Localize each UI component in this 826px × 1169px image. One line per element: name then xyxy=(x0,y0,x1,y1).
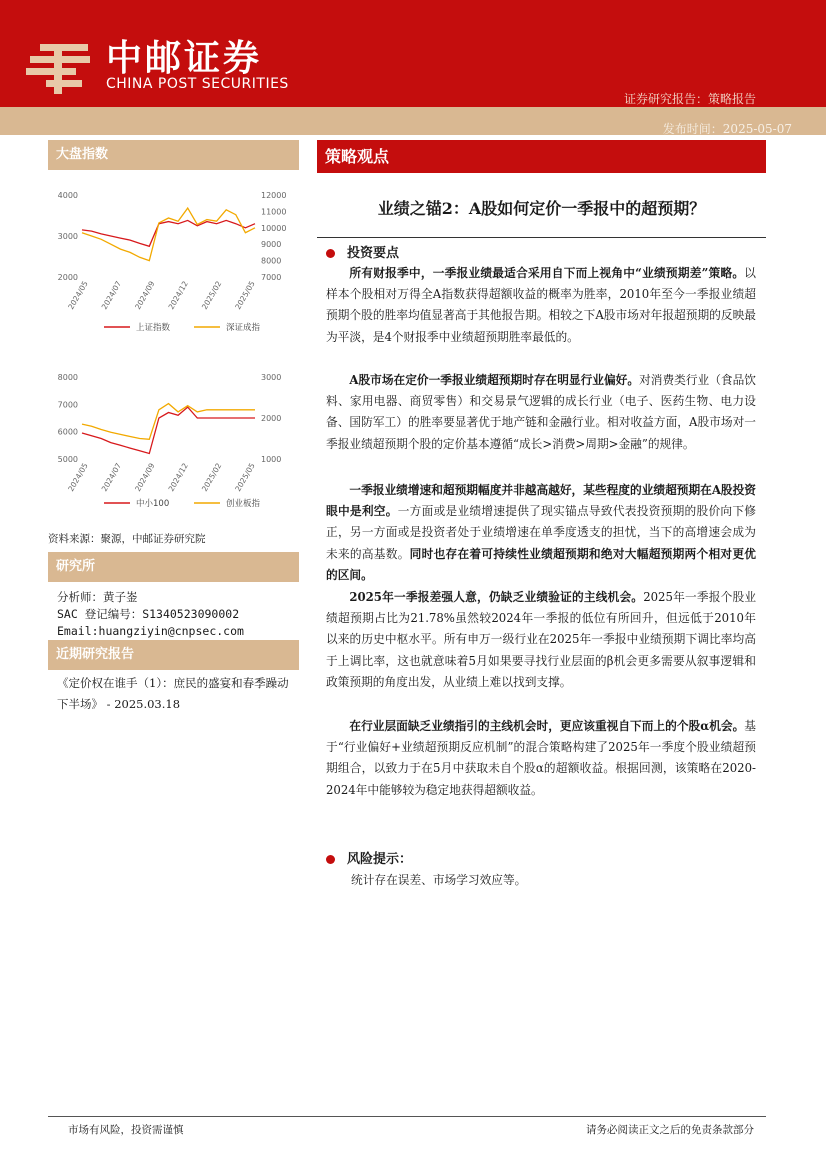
sac-number: SAC 登记编号：S1340523090002 xyxy=(57,607,240,621)
y-left-tick-label: 2000 xyxy=(57,273,78,282)
header-banner xyxy=(0,0,826,107)
x-tick-label: 2025/02 xyxy=(199,461,224,493)
y-right-tick-label: 3000 xyxy=(261,373,282,382)
bullet-icon xyxy=(326,249,335,258)
y-right-tick-label: 7000 xyxy=(261,273,282,282)
x-tick-label: 2025/05 xyxy=(233,461,257,493)
y-left-tick-label: 6000 xyxy=(57,427,78,437)
china-post-logo-icon xyxy=(26,38,96,98)
paragraph-2: A股市场在定价一季报业绩超预期时存在明显行业偏好。对消费类行业（食品饮料、家用电器、商贸零售）和交易景气逻辑的成长行业（电子、医药生物、电力设备、国防军工）的胜率要显著优于地产链和金融行业。相对收益方面，A股市场对一季报业绩超预期个股的定价基本遵循“成长>消费>周期>金融”的规律。 xyxy=(326,373,756,451)
series-line-创业板指 xyxy=(82,404,255,440)
legend-label: 深证成指 xyxy=(226,323,261,333)
paragraph-4: 2025年一季报差强人意，仍缺乏业绩验证的主线机会。2025年一季报个股业绩超预期占比为21.78%虽然较2024年一季报的低位有所回升，但远低于2010年以来的历史中枢水平。所有申万一级行业在2025年一季报中业绩预期下调比率均高于上调比率，这也就意味着5月如果要寻找行业层面的β机会更多需要从叙事逻辑和政策预期的角度出发，从业绩上难以找到支撑。 xyxy=(326,590,757,689)
x-tick-label: 2024/12 xyxy=(166,279,190,311)
index-chart-2 xyxy=(48,362,299,522)
y-right-tick-label: 12000 xyxy=(261,191,287,200)
x-tick-label: 2024/05 xyxy=(66,461,90,493)
legend-label: 中小100 xyxy=(136,499,170,509)
report-type: 证券研究报告：策略报告 xyxy=(623,92,756,106)
strategy-title: 策略观点 xyxy=(325,147,390,166)
series-line-深证成指 xyxy=(82,208,255,261)
risk-heading: 风险提示： xyxy=(326,848,412,867)
institute-header xyxy=(48,552,299,582)
index-section-header xyxy=(48,140,299,170)
legend-label: 创业板指 xyxy=(226,499,261,509)
x-tick-label: 2024/09 xyxy=(133,461,157,493)
x-tick-label: 2025/02 xyxy=(199,279,224,311)
x-tick-label: 2024/05 xyxy=(66,279,90,311)
y-left-tick-label: 5000 xyxy=(57,455,78,464)
analyst-email[interactable]: Email:huangziyin@cnpsec.com xyxy=(57,624,244,638)
recent-report-link[interactable]: 《定价权在谁手（1）：庶民的盛宴和春季躁动下半场》 - 2025.03.18 xyxy=(57,676,289,711)
recent-reports-header xyxy=(48,640,299,670)
index-chart-1 xyxy=(48,180,299,350)
series-line-中小100 xyxy=(82,407,255,453)
y-right-tick-label: 11000 xyxy=(261,207,287,217)
analyst-name: 分析师：黄子崟 xyxy=(57,590,138,604)
invest-heading: 投资要点 xyxy=(326,242,399,261)
y-right-tick-label: 2000 xyxy=(261,414,282,423)
risk-text: 统计存在误差、市场学习效应等。 xyxy=(351,873,527,887)
paragraph-5: 在行业层面缺乏业绩指引的主线机会时，更应该重视自下而上的个股α机会。基于“行业偏好+业绩超预期反应机制”的混合策略构建了2025年一季度个股业绩超预期组合，以致力于在5月中获取未自个股α的超额收益。根据回测，该策略在2020-2024年中能够较为稳定地获得超额收益。 xyxy=(326,719,756,797)
brand-name-cn: 中邮证券 xyxy=(106,38,263,79)
x-tick-label: 2025/05 xyxy=(233,279,257,311)
y-right-tick-label: 1000 xyxy=(261,455,282,464)
bullet-icon xyxy=(326,855,335,864)
y-right-tick-label: 8000 xyxy=(261,256,282,266)
footer-divider xyxy=(48,1116,766,1117)
footer-right: 请务必阅读正文之后的免责条款部分 xyxy=(586,1124,754,1136)
y-left-tick-label: 3000 xyxy=(57,232,78,241)
x-tick-label: 2024/09 xyxy=(133,279,157,311)
chart-source: 资料来源：聚源，中邮证券研究院 xyxy=(48,533,206,545)
title-divider xyxy=(317,237,766,238)
x-tick-label: 2024/12 xyxy=(166,461,190,493)
publish-date: 发布时间：2025-05-07 xyxy=(662,122,792,136)
y-left-tick-label: 4000 xyxy=(57,191,78,200)
y-left-tick-label: 7000 xyxy=(57,400,78,410)
paragraph-3: 一季报业绩增速和超预期幅度并非越高越好，某些程度的业绩超预期在A股投资眼中是利空。一方面或是业绩增速提供了现实锚点导致代表投资预期的股价向下修正，另一方面或是投资者处于业绩增速在单季度透支的担忧，当下的高增速会成为未来的高基数。同时也存在着可持续性业绩超预期和绝对大幅超预期两个相对更优的区间。 xyxy=(326,483,756,582)
report-title: 业绩之锚2：A股如何定价一季报中的超预期？ xyxy=(377,199,706,218)
strategy-header xyxy=(317,140,766,173)
footer-left: 市场有风险，投资需谨慎 xyxy=(68,1124,184,1136)
x-tick-label: 2024/07 xyxy=(99,279,124,311)
recent-reports-title: 近期研究报告 xyxy=(56,647,135,662)
y-right-tick-label: 10000 xyxy=(261,223,287,233)
paragraph-1: 所有财报季中，一季报业绩最适合采用自下而上视角中“业绩预期差”策略。以样本个股相对万得全A指数获得超额收益的概率为胜率，2010年至今一季报业绩超预期个股的胜率均值显著高于其他报告期。相较之下A股市场对年报超预期的反映最为平淡，是4个财报季中业绩超预期胜率最低的。 xyxy=(326,266,756,344)
y-right-tick-label: 9000 xyxy=(261,240,282,250)
legend-label: 上证指数 xyxy=(136,323,171,333)
y-left-tick-label: 8000 xyxy=(57,373,78,382)
institute-title: 研究所 xyxy=(56,559,96,574)
x-tick-label: 2024/07 xyxy=(99,461,124,493)
index-section-title: 大盘指数 xyxy=(56,147,109,162)
brand-name-en: CHINA POST SECURITIES xyxy=(106,76,289,92)
